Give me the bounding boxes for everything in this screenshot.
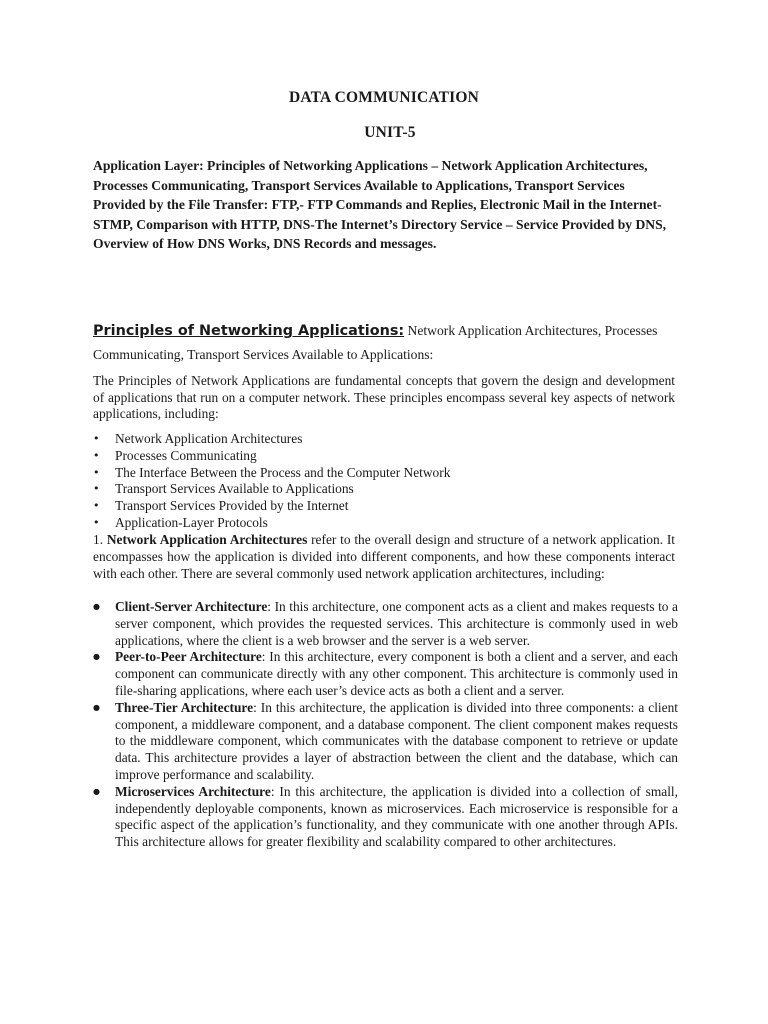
list-item: • The Interface Between the Process and the Computer Network — [93, 465, 678, 482]
architecture-term: Microservices Architecture — [115, 783, 271, 799]
syllabus-paragraph: Application Layer: Principles of Networking Applications – Network Application Architectures, Processes Communicating, Transport Services Available to Applications, Transport Services Provided by the File Transfer: FTP,- FTP Commands and Replies, Electronic Mail in the Internet- STMP, Comparison with HTTP, DNS-The Internet’s Directory Service – Service Provided by DNS, Overview of How DNS Works, DNS Records and messages. — [93, 158, 667, 252]
architecture-term: Three-Tier Architecture — [115, 699, 254, 715]
architecture-item-client-server — [93, 599, 678, 649]
document-title: DATA COMMUNICATION — [288, 89, 480, 106]
architecture-term: Client-Server Architecture — [115, 599, 268, 614]
list-item: • Transport Services Provided by the Internet — [93, 498, 678, 515]
architectures-paragraph — [93, 532, 675, 582]
list-item: • Transport Services Available to Applications — [93, 481, 678, 498]
architecture-item-peer-to-peer — [93, 649, 678, 699]
architecture-description: : In this architecture, every component is both a client and a server, and each component can communicate directly with any other component. This architecture is commonly used in file-sharing applications, where each user’s device acts as both a client and a server. — [115, 649, 678, 698]
architecture-list — [93, 599, 678, 851]
aspects-list — [93, 431, 678, 532]
section-subtitle: Network Application Architectures, Processes Communicating, Transport Services Available to Applications: — [93, 323, 658, 362]
point-text: refer to the overall design and structure of a network application. It encompasses how the application is divided into different components, and how these components interact with each other. There are several commonly used network application architectures, including: — [93, 532, 675, 581]
unit-heading: UNIT-5 — [364, 124, 416, 141]
architecture-description: : In this architecture, the application is divided into a collection of small, independently deployable components, known as microservices. Each microservice is responsible for a specific aspect of the application’s functionality, and they communicate with one another through APIs. This architecture allows for greater flexibility and scalability compared to other architectures. — [115, 783, 678, 850]
architecture-item-microservices — [93, 784, 678, 851]
list-item: • Network Application Architectures — [93, 431, 678, 448]
architecture-term: Peer-to-Peer Architecture — [115, 649, 262, 665]
list-item: • Processes Communicating — [93, 448, 678, 465]
point-term: Network Application Architectures — [106, 532, 308, 547]
point-number: 1. — [93, 532, 107, 547]
section-heading-line — [93, 319, 678, 366]
section-heading: Principles of Networking Applications: — [93, 323, 405, 339]
intro-paragraph: The Principles of Network Applications are fundamental concepts that govern the design and development of applications that run on a computer network. These principles encompass several key aspects of network applications, including: — [93, 373, 675, 422]
architecture-description: : In this architecture, one component acts as a client and makes requests to a server component, which provides the requested services. This architecture is commonly used in web applications, where the client is a web browser and the server is a web server. — [115, 599, 678, 648]
architecture-item-three-tier — [93, 700, 678, 784]
list-item: • Application-Layer Protocols — [93, 515, 678, 532]
architecture-description: : In this architecture, the application is divided into three components: a client component, a middleware component, and a database component. The client component makes requests to the middleware component, which communicates with the database component to retrieve or update data. This architecture provides a layer of abstraction between the client and the database, which can improve performance and scalability. — [115, 699, 679, 782]
